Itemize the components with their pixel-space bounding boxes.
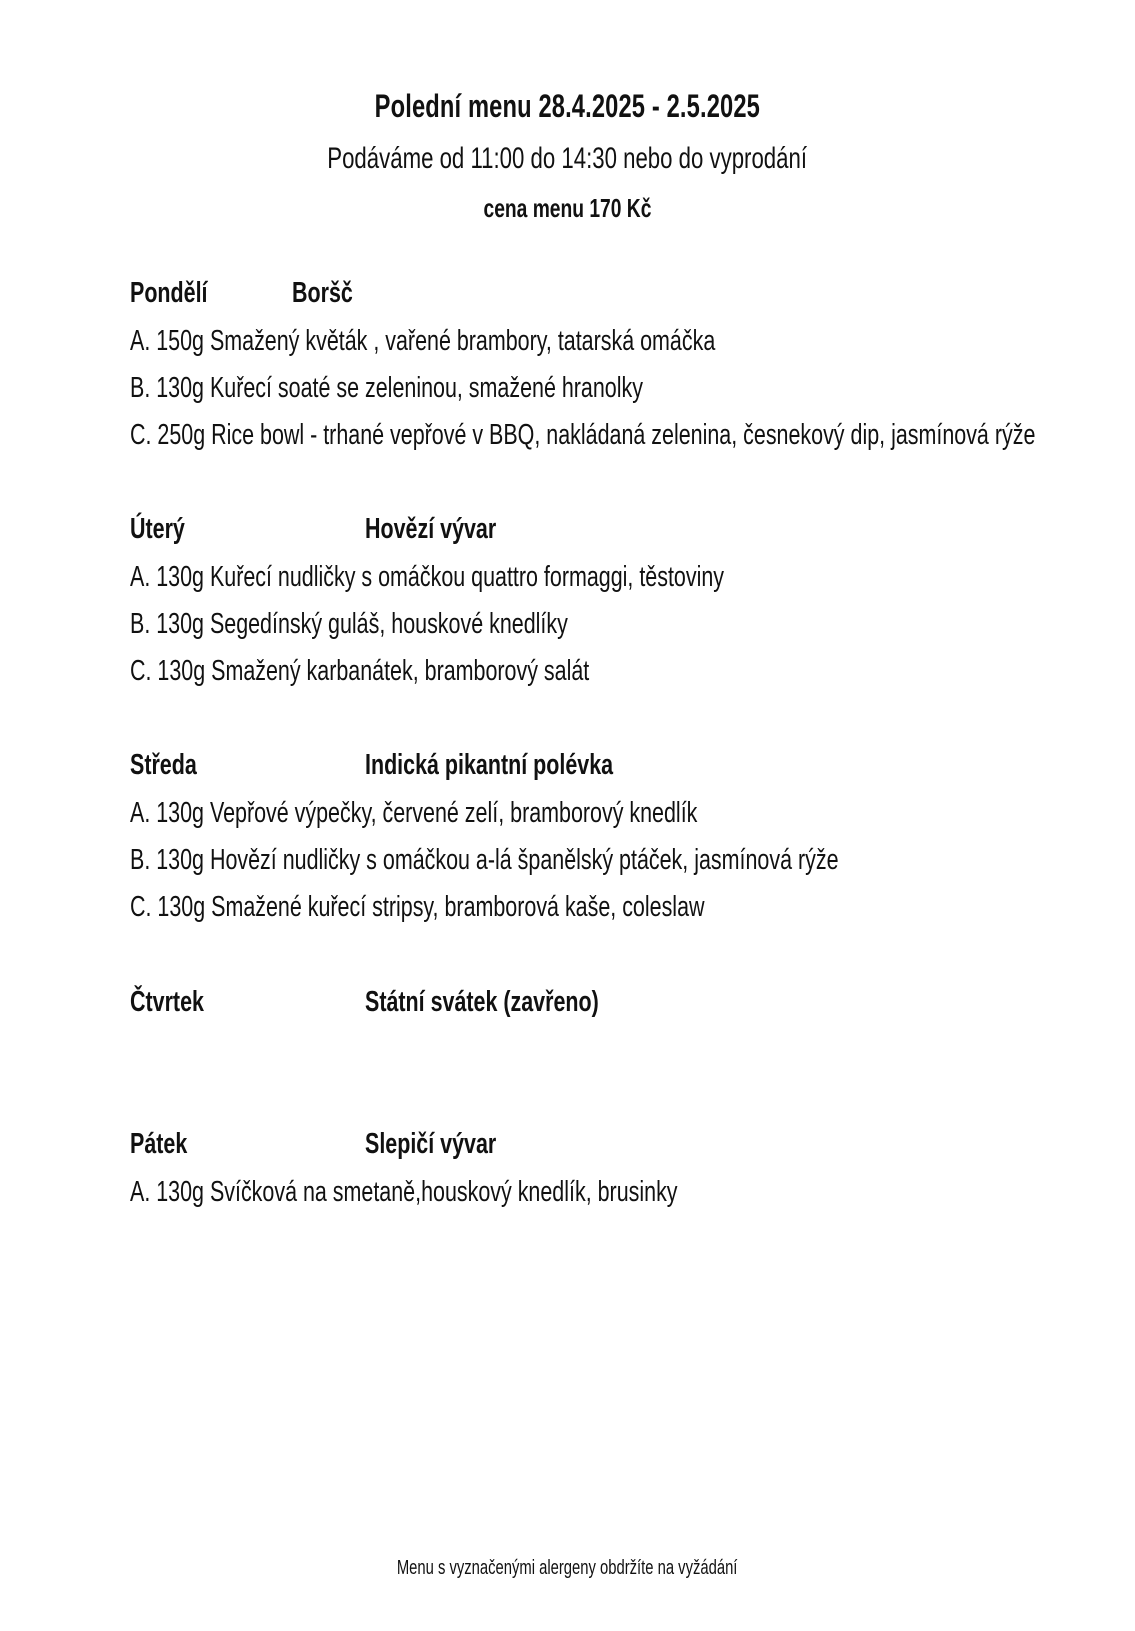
day-label-tuesday: Úterý (130, 513, 185, 545)
menu-price: cena menu 170 Kč (483, 193, 652, 223)
day-label-monday: Pondělí (130, 277, 208, 309)
soup-friday: Slepičí vývar (365, 1128, 497, 1160)
holiday-notice: Státní svátek (zavřeno) (365, 986, 599, 1018)
day-label-friday: Pátek (130, 1128, 188, 1160)
menu-item: C. 130g Smažený karbanátek, bramborový salát (130, 655, 590, 687)
menu-item: A. 150g Smažený květák , vařené brambory, tatarská omáčka (130, 325, 716, 357)
soup-monday: Boršč (292, 277, 353, 309)
menu-item: A. 130g Svíčková na smetaně,houskový knedlík, brusinky (130, 1176, 678, 1208)
menu-item: C. 250g Rice bowl - trhané vepřové v BBQ, nakládaná zelenina, česnekový dip, jasmínová rýže (130, 419, 1036, 451)
soup-tuesday: Hovězí vývar (365, 513, 497, 545)
menu-item: C. 130g Smažené kuřecí stripsy, bramborová kaše, coleslaw (130, 891, 705, 923)
menu-item: A. 130g Vepřové výpečky, červené zelí, bramborový knedlík (130, 797, 698, 829)
menu-item: B. 130g Segedínský guláš, houskové knedlíky (130, 608, 568, 640)
day-label-thursday: Čtvrtek (130, 986, 204, 1018)
menu-item: A. 130g Kuřecí nudličky s omáčkou quattro formaggi, těstoviny (130, 561, 725, 593)
menu-item: B. 130g Kuřecí soaté se zeleninou, smažené hranolky (130, 372, 643, 404)
serving-hours: Podáváme od 11:00 do 14:30 nebo do vyprodání (327, 142, 808, 175)
allergen-note: Menu s vyznačenými alergeny obdržíte na vyžádání (397, 1557, 738, 1579)
menu-title: Polední menu 28.4.2025 - 2.5.2025 (374, 88, 761, 124)
soup-wednesday: Indická pikantní polévka (365, 749, 614, 781)
menu-item: B. 130g Hovězí nudličky s omáčkou a-lá španělský ptáček, jasmínová rýže (130, 844, 839, 876)
day-label-wednesday: Středa (130, 749, 197, 781)
